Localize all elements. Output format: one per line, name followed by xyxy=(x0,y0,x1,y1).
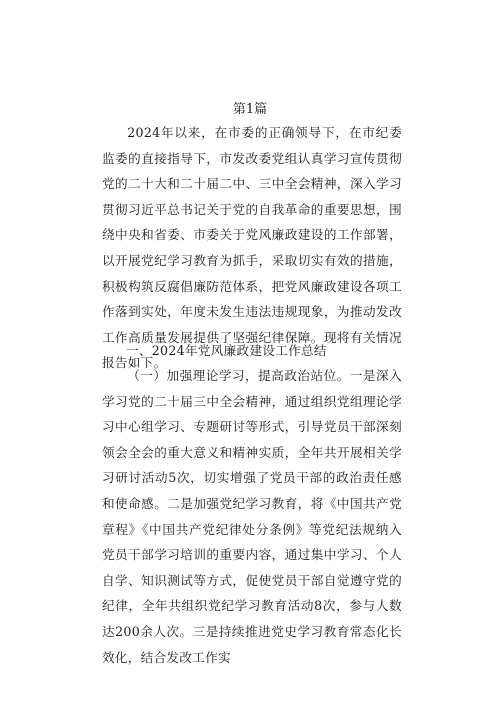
document-title: 第1篇 xyxy=(232,102,268,117)
section-heading: 一、2024年党风廉政建设工作总结 xyxy=(125,343,327,358)
paragraph-section-1: （一）加强理论学习，提高政治站位。一是深入学习党的二十届三中全会精神，通过组织党组理论学习中心组学习、专题研讨等形式，引导党员干部深刻领会全会的重大意义和精神实质，全年共开展相关学习研讨活动5次，切实增强了党员干部的政治责任感和使命感。二是加强党纪学习教育，将《中国共产党章程》《中国共产党纪律处分条例》等党纪法规纳入党员干部学习培训的重要内容，通过集中学习、个人自学、知识测试等方式，促使党员干部自觉遵守党的纪律，全年共组织党纪学习教育活动8次，参与人数达200余人次。三是持续推进党史学习教育常态化长效化，结合发改工作实 xyxy=(102,368,402,665)
paragraph-intro: 2024年以来，在市委的正确领导下，在市纪委监委的直接指导下，市发改委党组认真学习宣传贯彻党的二十大和二十届二中、三中全会精神，深入学习贯彻习近平总书记关于党的自我革命的重要思想，围绕中央和省委、市委关于党风廉政建设的工作部署，以开展党纪学习教育为抓手，采取切实有效的措施，积极构筑反腐倡廉防范体系，把党风廉政建设各项工作落到实处，年度未发生违法违规现象，为推动发改工作高质量发展提供了坚强纪律保障。现将有关情况报告如下。 xyxy=(102,125,402,371)
